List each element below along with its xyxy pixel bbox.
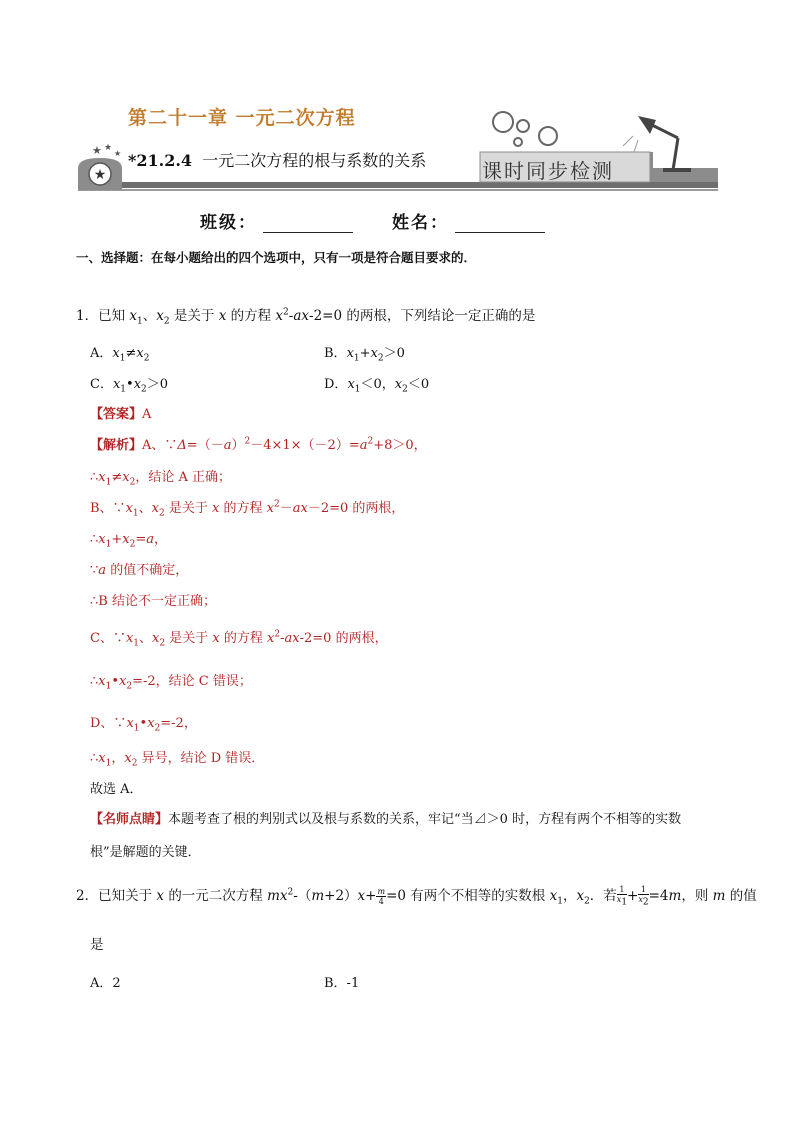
- lesson-badge: 课时同步检测: [482, 159, 614, 183]
- class-label: 班级：: [200, 213, 257, 233]
- q1-option-a[interactable]: A．$x_1\ne x_2$: [90, 346, 150, 364]
- header-bar: [78, 182, 718, 188]
- svg-text:★: ★: [92, 144, 102, 157]
- class-blank[interactable]: [263, 214, 353, 233]
- q2-option-a[interactable]: A．2: [90, 976, 121, 991]
- bubble-icon: [493, 112, 557, 146]
- star-badge-icon: [78, 143, 122, 190]
- q1-analysis-line-9: D、$\because x_1•x_2=-2$，: [90, 716, 197, 734]
- svg-text:★: ★: [93, 167, 107, 183]
- svg-text:★: ★: [104, 143, 113, 153]
- q2-option-b[interactable]: B．-1: [324, 976, 360, 991]
- q1-tip-line-1: 【名师点睛】本题考查了根的判别式以及根与系数的关系，牢记“当⊿＞0 时，方程有两个不相等的实数: [90, 812, 682, 827]
- q1-analysis-line-10: $\therefore x_1$，$x_2$ 异号，结论 D 错误．: [90, 751, 265, 769]
- q1-tip-line-2: 根”是解题的关键．: [90, 845, 201, 860]
- class-field: [200, 208, 353, 233]
- q1-analysis-line-6: ∴B 结论不一定正确；: [90, 594, 216, 609]
- chapter-title: 第二十一章 一元二次方程: [128, 107, 356, 129]
- q1-analysis-line-7: C、$\because x_1$、$x_2$ 是关于 x 的方程 $x^2-ax-2=0$ 的两根，: [90, 629, 388, 649]
- section-title: [128, 148, 426, 171]
- question-2: 2．已知关于 x 的一元二次方程 $mx^2-(m+2)x+$ $\frac{m}{4}$ =0 有两个不相等的实数根 $x_1$，$x_2$．若 $\frac{1}{x_1}$ + $\frac{1}{x_2}$ =4m，则 m 的值: [76, 885, 757, 908]
- q1-analysis-line-1: 【解析】A、$\because\Delta=(-a)^2-4\times 1\times(-2)=a^2+8>0$，: [90, 436, 427, 453]
- q1-analysis-line-2: $\therefore x_1\ne x_2$，结论 A 正确；: [90, 470, 231, 488]
- q1-analysis-line-5: ∵a 的值不确定，: [90, 563, 189, 578]
- q1-analysis-line-8: $\therefore x_1•x_2=-2$，结论 C 错误；: [90, 674, 252, 692]
- section-name: 一元二次方程的根与系数的关系: [202, 151, 427, 170]
- q1-analysis-line-4: $\therefore x_1+x_2=a$，: [90, 532, 168, 550]
- q1-option-c[interactable]: C．$x_1•x_2>0$: [90, 377, 169, 395]
- q1-option-d[interactable]: D．$x_1<0$，$x_2<0$: [324, 377, 430, 395]
- name-blank[interactable]: [455, 214, 545, 233]
- name-label: 姓名：: [392, 213, 449, 233]
- name-field: [392, 208, 545, 233]
- q1-option-b[interactable]: B．$x_1+x_2>0$: [324, 346, 405, 364]
- question-1: 1．已知 $x_1$、$x_2$ 是关于 x 的方程 $x^2-ax-2=0$ 的两根，下列结论一定正确的是: [76, 307, 536, 327]
- section-instructions: 一、选择题：在每小题给出的四个选项中，只有一项是符合题目要求的．: [76, 250, 477, 265]
- svg-text:★: ★: [114, 149, 122, 158]
- q1-final: 故选 A．: [90, 782, 143, 797]
- q1-answer: 【答案】A: [90, 407, 152, 422]
- question-2-line-2: 是: [90, 937, 104, 953]
- q1-analysis-line-3: B、$\because x_1$、$x_2$ 是关于 x 的方程 $x^2-ax-2=0$ 的两根，: [90, 499, 405, 519]
- section-number: *21.2.4: [128, 151, 193, 170]
